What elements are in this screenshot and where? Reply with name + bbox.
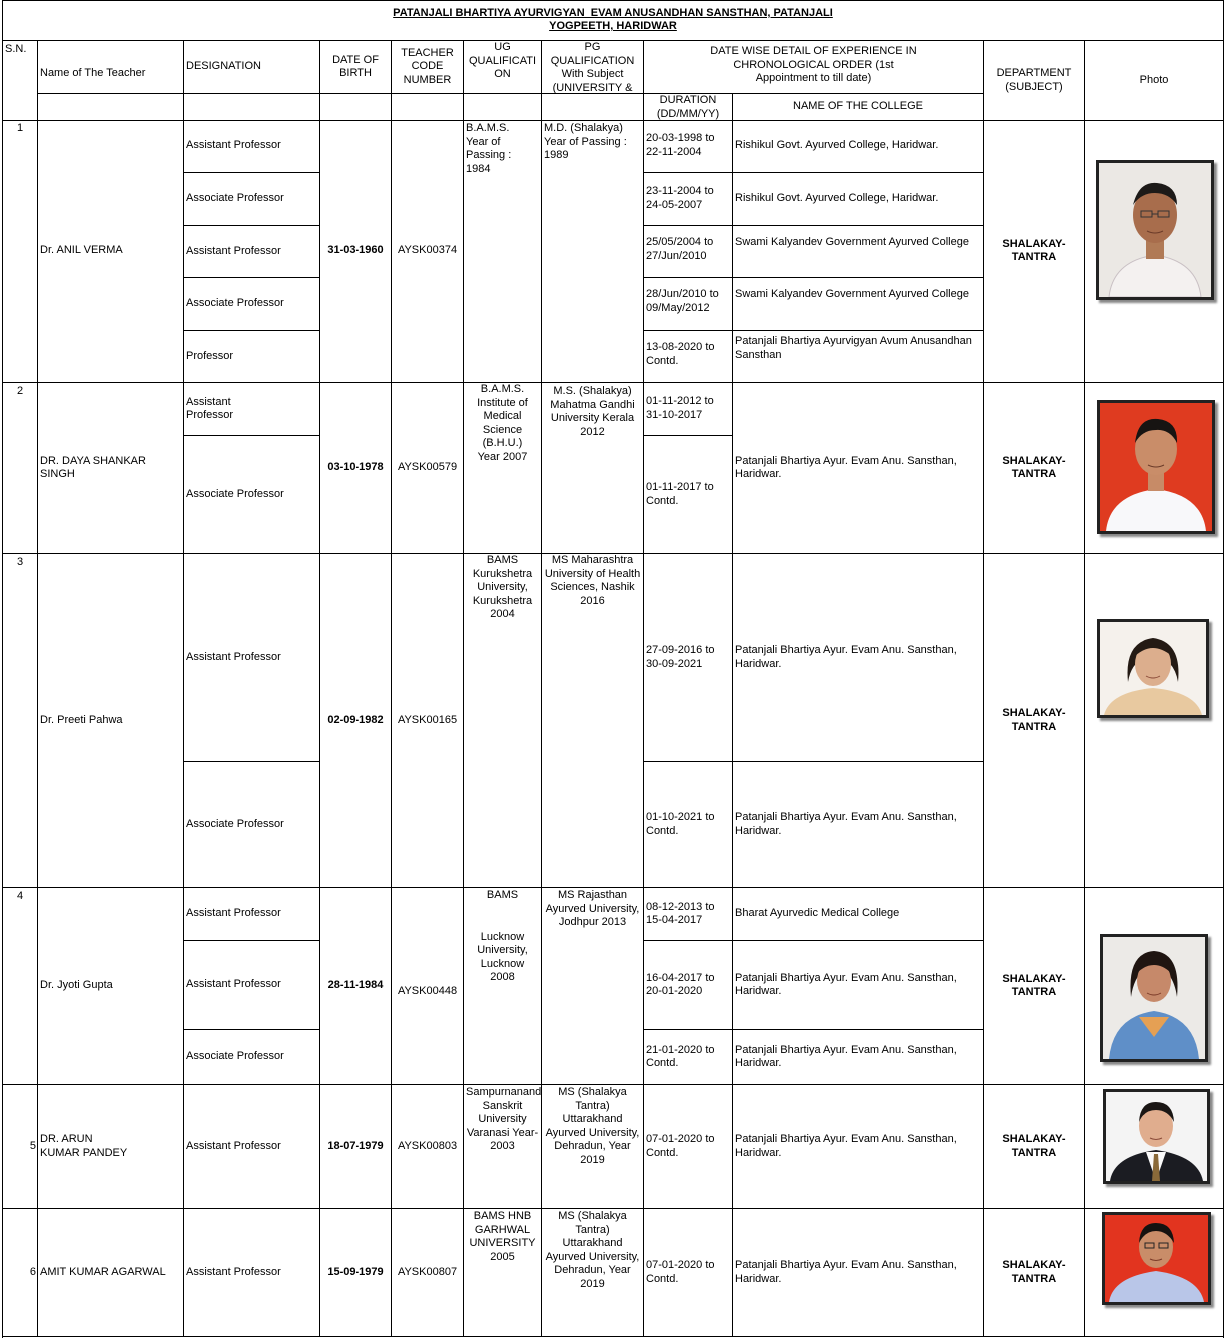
college-cell: Patanjali Bhartiya Ayur. Evam Anu. Sansthan, Haridwar. (733, 1085, 984, 1209)
designation-cell: Assistant Professor (184, 120, 320, 173)
header-code: TEACHER CODE NUMBER (392, 41, 464, 94)
ug-university: Lucknow University, Lucknow 2008 (477, 930, 528, 983)
code-cell: AYSK00807 (392, 1209, 464, 1337)
department-cell: SHALAKAY-TANTRA (984, 888, 1085, 1085)
dob-cell: 15-09-1979 (320, 1209, 392, 1337)
pg-cell: MS (Shalakya Tantra) Uttarakhand Ayurved University, Dehradun, Year 2019 (542, 1085, 644, 1209)
teacher-photo (1100, 934, 1208, 1062)
table-row (3, 120, 1223, 383)
college-cell: Bharat Ayurvedic Medical College (733, 888, 984, 941)
photo-cell (1085, 554, 1223, 888)
dob-cell: 18-07-1979 (320, 1085, 392, 1209)
photo-cell (1085, 1209, 1223, 1337)
sn-cell: 1 (3, 120, 38, 383)
department-cell: SHALAKAY-TANTRA (984, 554, 1085, 888)
duration-cell: 01-11-2012 to 31-10-2017 (644, 383, 733, 436)
ug-cell: BAMS Kurukshetra University, Kurukshetra 2004 (464, 554, 542, 888)
college-cell: Patanjali Bhartiya Ayur. Evam Anu. Sansthan, Haridwar. (733, 1030, 984, 1085)
header-pg-blank (542, 94, 644, 121)
designation-cell: Assistant Professor (184, 941, 320, 1030)
designation-cell: Assistant Professor (184, 554, 320, 762)
teacher-name: DR. DAYA SHANKAR SINGH (38, 383, 184, 554)
college-cell: Patanjali Bhartiya Ayur. Evam Anu. Sansthan, Haridwar. (733, 762, 984, 888)
teacher-table (2, 0, 1224, 1338)
designation-cell: Associate Professor (184, 173, 320, 226)
header-name: Name of The Teacher (38, 41, 184, 94)
dob-cell: 28-11-1984 (320, 888, 392, 1085)
sn-cell: 3 (3, 554, 38, 888)
duration-cell: 23-11-2004 to 24-05-2007 (644, 173, 733, 226)
sn-cell: 4 (3, 888, 38, 1085)
duration-cell: 25/05/2004 to 27/Jun/2010 (644, 226, 733, 278)
college-cell: Patanjali Bhartiya Ayur. Evam Anu. Sansthan, Haridwar. (733, 1209, 984, 1337)
code-cell: AYSK00374 (392, 120, 464, 383)
college-cell: Patanjali Bhartiya Ayur. Evam Anu. Sansthan, Haridwar. (733, 383, 984, 554)
duration-cell: 28/Jun/2010 to 09/May/2012 (644, 278, 733, 331)
sn-cell: 5 (3, 1085, 38, 1209)
duration-cell: 08-12-2013 to 15-04-2017 (644, 888, 733, 941)
designation-cell: Associate Professor (184, 436, 320, 554)
person-portrait-icon (1100, 403, 1212, 531)
table-header (3, 40, 1223, 121)
teacher-name: Dr. ANIL VERMA (38, 120, 184, 383)
sn-cell: 6 (3, 1209, 38, 1337)
table-row (3, 554, 1223, 888)
header-code-blank (392, 94, 464, 121)
duration-cell: 21-01-2020 to Contd. (644, 1030, 733, 1085)
designation-cell: Assistant Professor (184, 226, 320, 278)
table-row (3, 383, 1223, 554)
header-pg: PG QUALIFICATION With Subject (UNIVERSITY & (542, 41, 644, 94)
duration-cell: 27-09-2016 to 30-09-2021 (644, 554, 733, 762)
photo-cell (1085, 120, 1223, 383)
teacher-name: AMIT KUMAR AGARWAL (38, 1209, 184, 1337)
department-cell: SHALAKAY-TANTRA (984, 383, 1085, 554)
college-cell: Swami Kalyandev Government Ayurved College (733, 226, 984, 278)
person-portrait-icon (1106, 1092, 1207, 1181)
header-designation-blank (184, 94, 320, 121)
designation-cell: Assistant Professor (184, 1085, 320, 1209)
header-ug: UG QUALIFICATI ON (464, 41, 542, 94)
title-line-1: PATANJALI BHARTIYA AYURVIGYAN EVAM ANUSANDHAN SANSTHAN, PATANJALI (393, 7, 833, 19)
header-designation: DESIGNATION (184, 41, 320, 94)
teacher-photo (1102, 1212, 1211, 1305)
table-row (3, 1209, 1223, 1337)
document-title (3, 1, 1223, 35)
code-cell: AYSK00165 (392, 554, 464, 888)
code-cell: AYSK00803 (392, 1085, 464, 1209)
duration-cell: 01-10-2021 to Contd. (644, 762, 733, 888)
teacher-name: Dr. Jyoti Gupta (38, 888, 184, 1085)
teacher-photo (1097, 400, 1215, 534)
header-photo: Photo (1085, 41, 1223, 121)
table-row (3, 1085, 1223, 1209)
teacher-photo (1097, 619, 1209, 718)
dob-cell: 02-09-1982 (320, 554, 392, 888)
header-college: NAME OF THE COLLEGE (733, 94, 984, 121)
ug-cell: B.A.M.S. Institute of Medical Science (B.H.U.) Year 2007 (464, 383, 542, 554)
person-portrait-icon (1105, 1215, 1208, 1302)
teacher-photo (1103, 1089, 1210, 1184)
duration-cell: 20-03-1998 to 22-11-2004 (644, 120, 733, 173)
header-duration: DURATION (DD/MM/YY) (644, 94, 733, 121)
person-portrait-icon (1100, 622, 1206, 715)
photo-cell (1085, 1085, 1223, 1209)
duration-cell: 07-01-2020 to Contd. (644, 1209, 733, 1337)
designation-cell: Associate Professor (184, 1030, 320, 1085)
title-line-2: YOGPEETH, HARIDWAR (549, 20, 677, 32)
sn-cell: 2 (3, 383, 38, 554)
college-cell: Patanjali Bhartiya Ayur. Evam Anu. Sansthan, Haridwar. (733, 554, 984, 762)
header-department: DEPARTMENT (SUBJECT) (984, 41, 1085, 121)
pg-cell: MS Maharashtra University of Health Sciences, Nashik 2016 (542, 554, 644, 888)
duration-cell: 01-11-2017 to Contd. (644, 436, 733, 554)
duration-cell: 16-04-2017 to 20-01-2020 (644, 941, 733, 1030)
pg-cell: M.S. (Shalakya) Mahatma Gandhi University Kerala 2012 (542, 383, 644, 554)
ug-cell: Sampurnanand Sanskrit University Varanasi Year-2003 (464, 1085, 542, 1209)
dob-cell: 31-03-1960 (320, 120, 392, 383)
college-cell: Patanjali Bhartiya Ayurvigyan Avum Anusandhan Sansthan (733, 331, 984, 383)
college-cell: Patanjali Bhartiya Ayur. Evam Anu. Sansthan, Haridwar. (733, 941, 984, 1030)
duration-cell: 07-01-2020 to Contd. (644, 1085, 733, 1209)
photo-cell (1085, 383, 1223, 554)
header-dob-blank (320, 94, 392, 121)
teacher-photo (1096, 160, 1214, 300)
header-sn: S.N. (3, 41, 38, 121)
teacher-name: Dr. Preeti Pahwa (38, 554, 184, 888)
designation-cell: Associate Professor (184, 762, 320, 888)
ug-cell: BAMS HNB GARHWAL UNIVERSITY 2005 (464, 1209, 542, 1337)
duration-cell: 13-08-2020 to Contd. (644, 331, 733, 383)
pg-cell: MS Rajasthan Ayurved University, Jodhpur 2013 (542, 888, 644, 1085)
college-cell: Swami Kalyandev Government Ayurved College (733, 278, 984, 331)
code-cell: AYSK00448 (392, 888, 464, 1085)
ug-degree: BAMS (486, 889, 519, 901)
header-name-blank (38, 94, 184, 121)
designation-cell: Assistant Professor (184, 383, 320, 436)
department-cell: SHALAKAY-TANTRA (984, 1209, 1085, 1337)
ug-cell (464, 888, 542, 1085)
header-dob: DATE OF BIRTH (320, 41, 392, 94)
designation-cell: Professor (184, 331, 320, 383)
teacher-name: DR. ARUN KUMAR PANDEY (38, 1085, 184, 1209)
header-ug-blank (464, 94, 542, 121)
designation-cell: Associate Professor (184, 278, 320, 331)
pg-cell: MS (Shalakya Tantra) Uttarakhand Ayurved University, Dehradun, Year 2019 (542, 1209, 644, 1337)
college-cell: Rishikul Govt. Ayurved College, Haridwar. (733, 173, 984, 226)
person-portrait-icon (1103, 937, 1205, 1059)
pg-cell: M.D. (Shalakya) Year of Passing : 1989 (542, 120, 644, 383)
header-experience: DATE WISE DETAIL OF EXPERIENCE IN CHRONOLOGICAL ORDER (1st Appointment to till date) (644, 41, 984, 94)
person-portrait-icon (1099, 163, 1211, 297)
college-cell: Rishikul Govt. Ayurved College, Haridwar. (733, 120, 984, 173)
designation-cell: Assistant Professor (184, 888, 320, 941)
table-row (3, 888, 1223, 1085)
department-cell: SHALAKAY-TANTRA (984, 120, 1085, 383)
code-cell: AYSK00579 (392, 383, 464, 554)
department-cell: SHALAKAY-TANTRA (984, 1085, 1085, 1209)
photo-cell (1085, 888, 1223, 1085)
dob-cell: 03-10-1978 (320, 383, 392, 554)
ug-cell: B.A.M.S. Year of Passing : 1984 (464, 120, 542, 383)
designation-cell: Assistant Professor (184, 1209, 320, 1337)
